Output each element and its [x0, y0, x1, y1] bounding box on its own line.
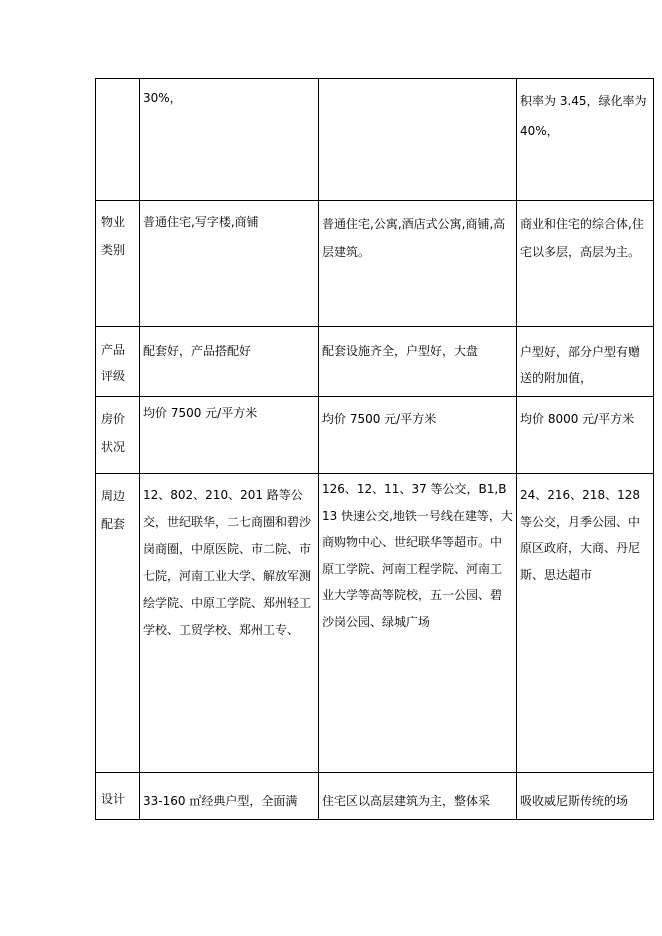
cell-text: 33-160 ㎡经典户型，全面满 — [143, 794, 298, 808]
table-cell — [140, 201, 319, 327]
cell-text: 均价 7500 元/平方米 — [143, 406, 258, 420]
row-label — [96, 773, 140, 820]
table-cell — [140, 327, 319, 397]
cell-text — [322, 79, 513, 86]
row-label — [96, 327, 140, 397]
table-cell — [140, 474, 319, 773]
table-cell — [319, 201, 517, 327]
cell-text: 24、216、218、128 等公交，月季公园、中原区政府，大商、丹尼斯、思达超市 — [520, 488, 641, 582]
cell-text: 住宅区以高层建筑为主，整体采 — [322, 794, 491, 808]
table-cell — [517, 397, 654, 474]
table-cell — [517, 474, 654, 773]
cell-text: 普通住宅,写字楼,商铺 — [143, 215, 259, 229]
row-label — [96, 201, 140, 327]
cell-text: 配套设施齐全，户型好，大盘 — [322, 344, 479, 358]
row-label-text: 设计 — [101, 792, 126, 806]
row-label — [96, 474, 140, 773]
row-label-text: 物业类别 — [101, 215, 126, 257]
cell-text: 均价 7500 元/平方米 — [322, 412, 437, 426]
table-cell — [517, 201, 654, 327]
row-label-text: 房价状况 — [101, 412, 126, 454]
table-cell — [319, 397, 517, 474]
table-cell — [319, 79, 517, 201]
table-row — [96, 201, 654, 327]
cell-text: 普通住宅,公寓,酒店式公寓,商铺,高层建筑。 — [322, 217, 506, 259]
property-comparison-table — [95, 78, 654, 820]
table-cell — [319, 327, 517, 397]
table-cell — [140, 773, 319, 820]
table-cell — [517, 773, 654, 820]
table-cell — [140, 397, 319, 474]
cell-text: 积率为 3.45，绿化率为 40%， — [520, 94, 647, 138]
table-row — [96, 327, 654, 397]
row-label-text: 周边配套 — [101, 489, 126, 531]
cell-text: 12、802、210、201 路等公交，世纪联华，二七商圈和碧沙岗商圈，中原医院、市二院、市七院，河南工业大学、解放军测绘学院、中原工学院、郑州轻工学校、工贸学校、郑州工专、 — [143, 488, 312, 637]
cell-text: 均价 8000 元/平方米 — [520, 412, 635, 426]
table-row — [96, 773, 654, 820]
cell-text: 户型好，部分户型有赠送的附加值， — [520, 345, 641, 385]
row-label — [96, 397, 140, 474]
table-row — [96, 474, 654, 773]
cell-text: 商业和住宅的综合体,住宅以多层，高层为主。 — [520, 217, 644, 259]
row-label — [96, 79, 140, 201]
cell-text: 126、12、11、37 等公交，B1,B13 快速公交,地铁一号线在建等，大商购物中心、世纪联华等超市。中原工学院、河南工程学院、河南工业大学等高等院校，五一公园、碧沙岗公园、绿城广场 — [322, 482, 513, 629]
table-cell — [319, 773, 517, 820]
table-row — [96, 79, 654, 201]
table-row — [96, 397, 654, 474]
cell-text: 吸收威尼斯传统的场 — [520, 794, 629, 808]
row-label-text: 产品评级 — [101, 343, 126, 383]
table-cell — [319, 474, 517, 773]
table-cell — [140, 79, 319, 201]
table-cell — [517, 79, 654, 201]
cell-text: 30%， — [143, 91, 182, 105]
cell-text: 配套好，产品搭配好 — [143, 344, 252, 358]
table-cell — [517, 327, 654, 397]
